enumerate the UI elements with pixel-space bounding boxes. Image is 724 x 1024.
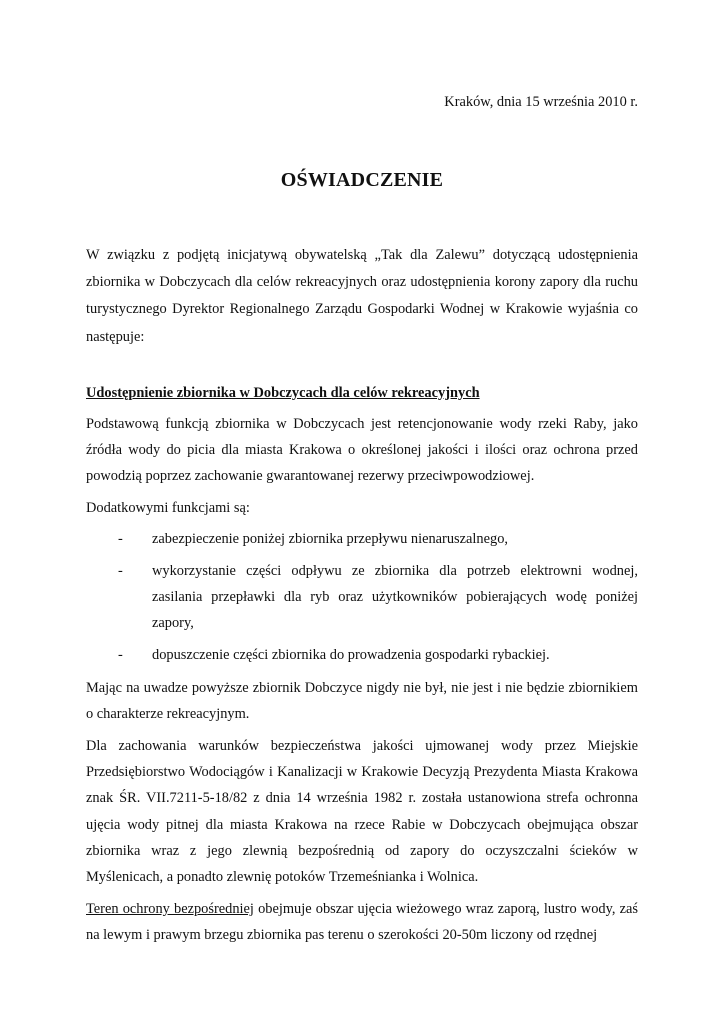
intro-paragraph: W związku z podjętą inicjatywą obywatelską „Tak dla Zalewu” dotyczącą udostępnienia zbiornika w Dobczycach dla celów rekreacyjnych oraz udostępnienia korony zapory dla ruchu turystycznego Dyrektor Regionalnego Zarządu Gospodarki Wodnej w Krakowie wyjaśnia co następuje:	[86, 247, 638, 345]
list-dash: -	[118, 562, 123, 579]
direct-protection-text: obejmuje obszar ujęcia wieżowego wraz zaporą, lustro wody, zaś na lewym i prawym brzegu zbiornika pas terenu o szerokości 20-50m liczony od rzędnej	[86, 901, 638, 944]
additional-functions-label: Dodatkowymi funkcjami są:	[86, 500, 250, 517]
list-item-text: dopuszczenie części zbiornika do prowadzenia gospodarki rybackiej.	[152, 647, 550, 664]
list-dash: -	[118, 530, 123, 547]
list-item	[86, 558, 638, 637]
paragraph-primary-function: Podstawową funkcją zbiornika w Dobczycach jest retencjonowanie wody rzeki Raby, jako źródła wody do picia dla miasta Krakowa o określonej jakości i ilości oraz ochrona przed powodzią poprzez zachowanie gwarantowanej rezerwy przeciwpowodziowej.	[86, 415, 638, 485]
paragraph-direct-protection	[86, 896, 638, 948]
list-dash: -	[118, 647, 123, 664]
list-item	[86, 642, 638, 668]
paragraph-not-recreational: Mając na uwadze powyższe zbiornik Dobczyce nigdy nie był, nie jest i nie będzie zbiornikiem o charakterze rekreacyjnym.	[86, 679, 638, 722]
document-title: OŚWIADCZENIE	[280, 169, 444, 191]
list-item	[86, 526, 638, 552]
list-item-text: wykorzystanie części odpływu ze zbiornika dla potrzeb elektrowni wodnej, zasilania przepławki dla ryb oraz użytkowników pobierających wodę poniżej zapory,	[152, 562, 638, 632]
section-heading: Udostępnienie zbiornika w Dobczycach dla celów rekreacyjnych	[86, 384, 480, 401]
place-date: Kraków, dnia 15 września 2010 r.	[444, 94, 638, 110]
additional-functions-list	[86, 526, 638, 669]
paragraph-protection-zone: Dla zachowania warunków bezpieczeństwa jakości ujmowanej wody przez Miejskie Przedsiębiorstwo Wodociągów i Kanalizacji w Krakowie Decyzją Prezydenta Miasta Krakowa znak ŚR. VII.7211-5-18/82 z dnia 14 września 1982 r. została ustanowiona strefa ochronna ujęcia wody pitnej dla miasta Krakowa na rzece Rabie w Dobczycach obejmująca obszar zbiornika wraz z jego zlewnią bezpośrednią od zapory do oczyszczalni ścieków w Myślenicach, a ponadto zlewnię potoków Trzemeśnianka i Wolnica.	[86, 738, 638, 886]
direct-protection-term: Teren ochrony bezpośredniej	[86, 901, 254, 918]
list-item-text: zabezpieczenie poniżej zbiornika przepływu nienaruszalnego,	[152, 530, 508, 547]
